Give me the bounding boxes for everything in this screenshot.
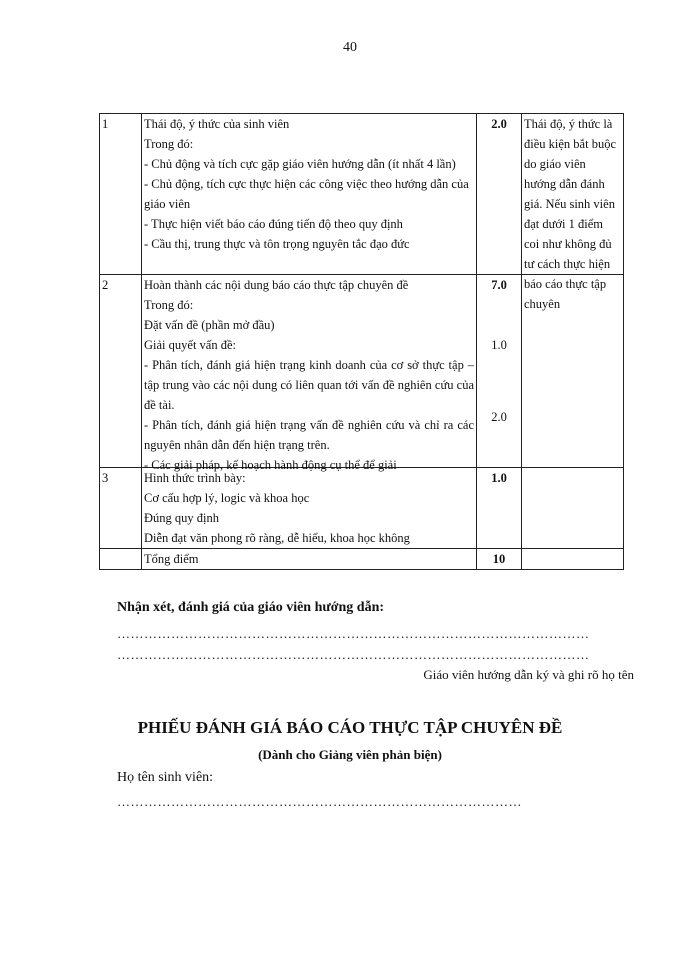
note-cell [522,114,624,311]
criteria-line: Trong đó: [144,137,194,151]
criteria-line: Hình thức trình bày: [144,471,246,485]
sub-score-value: 1.0 [491,338,507,352]
score-cell [477,275,522,468]
note-cell [522,468,624,549]
criteria-cell [142,468,477,549]
signature-note: Giáo viên hướng dẫn ký và ghi rõ họ tên [423,667,634,682]
advisor-comment-title: Nhận xét, đánh giá của giáo viên hướng dẫn: [117,600,385,615]
criteria-line: - Phân tích, đánh giá hiện trạng kinh doanh của cơ sở thực tập – tập trung vào các nội dung có liên quan tới vấn đề nghiên cứu của đề tài. [144,358,474,412]
total-label: Tổng điểm [142,549,477,570]
note-cell-empty [522,549,624,570]
criteria-line: - Các giải pháp, kế hoạch hành động cụ thể để giải [144,458,397,472]
criteria-cell [142,114,477,275]
student-name-dotted-line: ……………………………………………………………………………… [117,794,522,809]
form-title: PHIẾU ĐÁNH GIÁ BÁO CÁO THỰC TẬP CHUYÊN ĐỀ [137,718,563,737]
row-number-empty [100,549,142,570]
sub-score-value: 2.0 [491,410,507,424]
criteria-line: - Thực hiện viết báo cáo đúng tiến độ theo quy định [144,217,403,231]
table-row-total [100,549,624,570]
score-value: 1.0 [491,471,507,485]
score-cell [477,114,522,275]
criteria-line: - Chủ động và tích cực gặp giáo viên hướng dẫn (ít nhất 4 lần) [144,157,456,171]
student-name-label: Họ tên sinh viên: [117,770,214,785]
page-number: 40 [343,40,357,55]
criteria-line: - Chủ động, tích cực thực hiện các công việc theo hướng dẫn của giáo viên [144,177,469,211]
criteria-line: Thái độ, ý thức của sinh viên [144,117,290,131]
criteria-line: Giải quyết vấn đề: [144,338,236,352]
score-value: 7.0 [491,278,507,292]
criteria-line: Diễn đạt văn phong rõ ràng, dễ hiểu, khoa học không [144,531,410,545]
table-row [100,114,624,275]
note-text: Thái độ, ý thức là điều kiện bắt buộc do giáo viên hướng dẫn đánh giá. Nếu sinh viên đạt dưới 1 điểm coi như không đủ tư cách thực hiện báo cáo thực tập chuyên [524,117,616,311]
criteria-line: Cơ cấu hợp lý, logic và khoa học [144,491,310,505]
total-score-cell [477,549,522,570]
score-value: 2.0 [491,117,507,131]
grading-table [99,113,624,570]
comment-dotted-line: …………………………………………………………………………………………… [117,647,590,662]
comment-dotted-line: …………………………………………………………………………………………… [117,626,590,641]
criteria-line: Đặt vấn đề (phần mở đầu) [144,318,275,332]
criteria-line: Đúng quy định [144,511,219,525]
criteria-line: Hoàn thành các nội dung báo cáo thực tập chuyên đề [144,278,409,292]
total-score: 10 [492,552,506,566]
criteria-line: Trong đó: [144,298,194,312]
score-cell [477,468,522,549]
table-row [100,468,624,549]
row-number: 1 [100,114,142,275]
form-subtitle: (Dành cho Giảng viên phản biện) [258,747,442,762]
row-number: 2 [100,275,142,468]
row-number: 3 [100,468,142,549]
criteria-line: - Phân tích, đánh giá hiện trạng vấn đề nghiên cứu và chỉ ra các nguyên nhân dẫn đến hiện trạng trên. [144,418,474,452]
criteria-cell [142,275,477,472]
criteria-line: - Cầu thị, trung thực và tôn trọng nguyên tắc đạo đức [144,237,410,251]
